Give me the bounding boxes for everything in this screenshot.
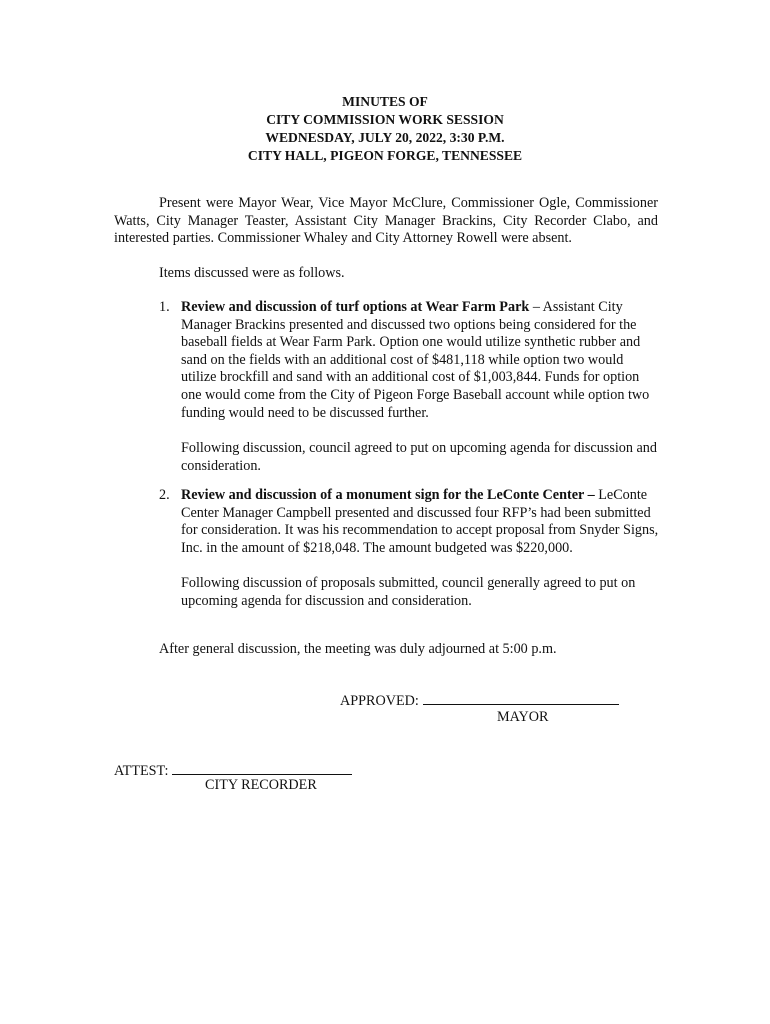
attest-label: ATTEST: xyxy=(114,763,169,779)
item-paragraph xyxy=(181,487,659,557)
approved-signature-blank xyxy=(423,691,619,705)
adjournment-statement: After general discussion, the meeting was duly adjourned at 5:00 p.m. xyxy=(159,641,557,657)
item-followup: Following discussion of proposals submitted, council generally agreed to put on upcoming agenda for discussion and consideration. xyxy=(181,575,636,609)
attendance-paragraph: Present were Mayor Wear, Vice Mayor McClure, Commissioner Ogle, Commissioner Watts, City Manager Teaster, Assistant City Manager Brackins, City Recorder Clabo, and interested parties. Commissioner Whaley and City Attorney Rowell were absent. xyxy=(114,195,658,247)
item-followup: Following discussion, council agreed to put on upcoming agenda for discussion and consideration. xyxy=(181,440,657,474)
item-text: LeConte Center Manager Campbell presented and discussed four RFP’s had been submitted for consideration. It was his recommendation to accept proposal from Snyder Signs, Inc. in the amount of $218,048. The amount budgeted was $220,000. xyxy=(181,487,659,556)
item-body xyxy=(181,299,659,475)
heading-line-1: MINUTES OF xyxy=(342,94,428,109)
item-number: 1. xyxy=(159,299,170,315)
item-paragraph xyxy=(181,299,659,422)
heading-line-3: WEDNESDAY, JULY 20, 2022, 3:30 P.M. xyxy=(265,130,505,145)
item-title: Review and discussion of a monument sign for the LeConte Center – xyxy=(181,487,595,503)
item-number: 2. xyxy=(159,487,170,503)
mayor-label: MAYOR xyxy=(497,709,549,725)
item-text: – Assistant City Manager Brackins presented and discussed two options being considered for the baseball fields at Wear Farm Park. Option one would utilize synthetic rubber and sand on the fields with an additional cost of $481,118 while option two would utilize brockfill and sand with an additional cost of $1,003,844. Funds for option one would come from the City of Pigeon Forge Baseball account while option two funding would need to be discussed further. xyxy=(181,299,650,421)
item-body xyxy=(181,487,659,611)
heading-line-2: CITY COMMISSION WORK SESSION xyxy=(266,112,504,127)
items-intro: Items discussed were as follows. xyxy=(159,265,345,281)
attest-signature-blank xyxy=(172,761,352,775)
approved-label: APPROVED: xyxy=(340,693,419,709)
agenda-item xyxy=(159,299,659,475)
heading-line-4: CITY HALL, PIGEON FORGE, TENNESSEE xyxy=(247,148,523,163)
minutes-heading xyxy=(0,93,770,165)
city-recorder-label: CITY RECORDER xyxy=(205,777,317,793)
approved-signature-line xyxy=(340,691,619,711)
agenda-item xyxy=(159,487,659,611)
item-title: Review and discussion of turf options at Wear Farm Park xyxy=(181,299,530,315)
